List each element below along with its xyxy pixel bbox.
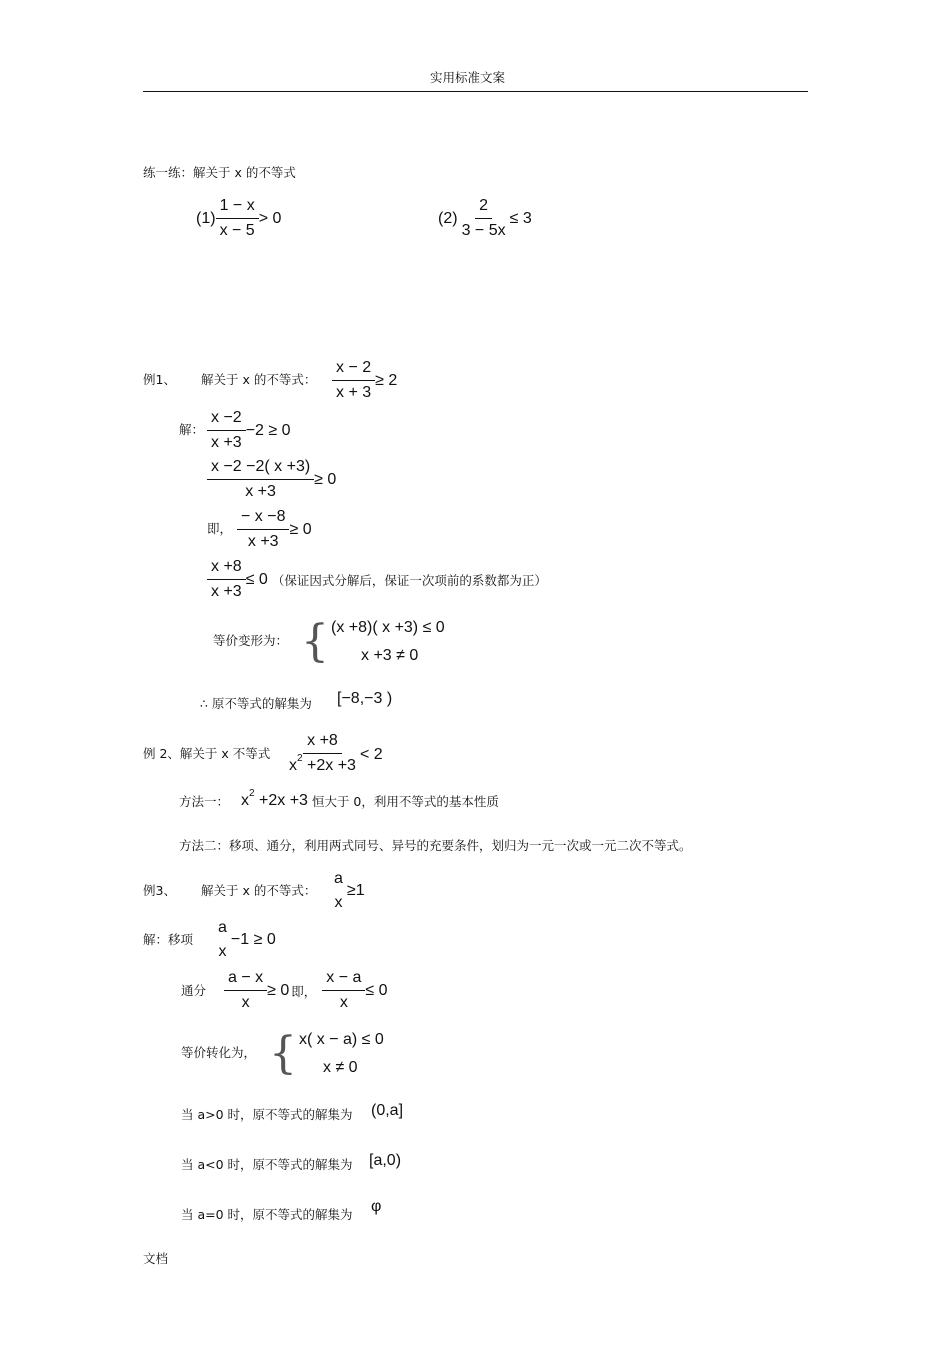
example-1-answer: [−8,−3 ) [337,690,393,707]
ex3-step-3-denominator: x [339,994,348,1011]
step-4-fraction [207,557,246,602]
example-3-step-1 [214,918,276,962]
example-1-solution-label: 解： [179,422,205,437]
step-4-tail: ≤ 0 [245,570,268,588]
problem-2-relation: ≤ 3 [509,209,532,227]
example-2-method-1 [179,788,499,810]
ex3-step-1-denominator: x [218,943,227,960]
case-1-answer: (0,a] [371,1102,404,1119]
example-2-den-rest: +2x +3 [302,757,356,774]
example-1-therefore: ∴ 原不等式的解集为 [200,696,312,711]
ex3-ji-label: 即， [291,984,317,999]
problem-2-denominator: 3 − 5x [461,222,506,239]
problem-2-fraction [458,196,510,241]
method-1-base: x [241,792,250,809]
example-1-question-denominator: x + 3 [336,384,372,401]
example-2-numerator: x +8 [303,731,342,754]
step-2-fraction [207,457,314,502]
example-3-solution-label: 解：移项 [143,932,194,947]
example-1-system [301,614,445,670]
ex3-system-line-1: x( x − a) ≤ 0 [299,1031,384,1048]
practice-problem-2 [438,196,532,241]
case-3-text: 当 a=0 时，原不等式的解集为 [181,1207,353,1222]
example-2-question [285,731,383,778]
ex3-step-3-numerator: x − a [322,968,365,991]
practice-problem-1 [196,196,281,241]
step-2-tail: ≥ 0 [314,470,337,488]
example-1-step-4 [207,557,547,602]
case-2-text: 当 a<0 时，原不等式的解集为 [181,1157,353,1172]
problem-1-denominator: x − 5 [219,222,255,239]
step-1-numerator: x −2 [207,408,246,431]
step-1-tail: −2 ≥ 0 [245,421,291,439]
step-3-denominator: x +3 [247,533,279,550]
example-3-question [330,869,365,913]
method-1-text: 恒大于 0，利用不等式的基本性质 [311,794,499,809]
problem-2-numerator: 2 [475,196,492,219]
ex3-step-2-tail: ≥ 0 [267,981,290,999]
example-3-question-relation: ≥1 [346,882,365,899]
ex3-step-1-tail: −1 ≥ 0 [230,931,276,948]
example-1-question [332,358,397,403]
example-1-equiv-label: 等价变形为： [213,633,289,648]
step-4-denominator: x +3 [211,583,242,600]
example-3-question-fraction [330,869,347,913]
example-3-system-lines [299,1026,384,1082]
method-1-exponent: 2 [249,788,255,799]
example-1-question-relation: ≥ 2 [375,371,398,389]
example-2-fraction [285,731,360,778]
step-2-numerator: x −2 −2( x +3) [207,457,314,480]
problem-2-label: (2) [438,209,458,227]
step-2-denominator: x +3 [245,483,276,500]
left-brace-icon: { [301,616,329,667]
example-3-system [269,1026,384,1082]
problem-1-fraction [216,196,259,241]
step-3-numerator: − x −8 [237,507,289,530]
example-1-step-1 [207,408,291,453]
example-3-statement: 解关于 x 的不等式： [201,883,317,898]
system-line-2: x +3 ≠ 0 [361,647,419,664]
example-1-step-2 [207,457,336,502]
header-rule [143,91,808,92]
example-3-step-2 [224,968,388,1013]
example-2-denominator [285,754,360,778]
case-3-answer: φ [371,1198,382,1215]
header-title: 实用标准文案 [430,70,506,85]
example-1-step-3-label: 即， [207,521,233,536]
step-3-fraction [237,507,289,552]
step-1-denominator: x +3 [211,434,242,451]
step-1-fraction [207,408,246,453]
example-2-relation: < 2 [359,745,383,763]
example-3-label: 例3、 [143,883,176,898]
problem-1-label: (1) [196,209,216,227]
method-1-rest: +2x +3 [254,792,308,809]
example-3-question-numerator: a [334,870,343,887]
left-brace-icon: { [269,1028,297,1079]
practice-intro: 练一练：解关于 x 的不等式 [143,165,296,180]
example-1-statement: 解关于 x 的不等式： [201,372,317,387]
problem-1-relation: > 0 [258,209,282,227]
case-2-answer: [a,0) [369,1152,402,1169]
example-2-label: 例 2、解关于 x 不等式 [143,746,271,761]
system-line-1: (x +8)( x +3) ≤ 0 [331,619,445,636]
step-3-tail: ≥ 0 [289,520,312,538]
example-1-question-numerator: x − 2 [332,358,375,381]
step-4-numerator: x +8 [207,557,246,580]
ex3-step-2-denominator: x [241,994,250,1011]
example-3-question-denominator: x [334,894,343,911]
method-1-label: 方法一： [179,794,230,809]
problem-1-numerator: 1 − x [216,196,259,219]
ex3-step-1-numerator: a [218,919,227,936]
example-2-den-exponent: 2 [297,753,303,764]
ex3-step-3-tail: ≤ 0 [365,981,388,999]
example-3-tongfen-label: 通分 [181,983,207,998]
method-1-expression [241,788,308,810]
example-3-equiv-label: 等价转化为， [181,1045,257,1060]
example-2-method-2: 方法二：移项、通分，利用两式同号、异号的充要条件，划归为一元一次或一元二次不等式。 [179,838,692,853]
example-1-question-fraction [332,358,375,403]
case-1-text: 当 a>0 时，原不等式的解集为 [181,1107,353,1122]
example-2-den-base: x [289,757,297,774]
example-1-system-lines [331,614,445,670]
step-4-note: （保证因式分解后，保证一次项前的系数都为正） [271,573,547,588]
ex3-step-2-numerator: a − x [224,968,267,991]
ex3-step-3-fraction [322,968,365,1013]
example-1-label: 例1、 [143,372,176,387]
ex3-step-2-fraction [224,968,267,1013]
ex3-step-1-fraction [214,918,231,962]
example-1-step-3 [237,507,312,552]
footer-text: 文档 [143,1251,169,1266]
ex3-system-line-2: x ≠ 0 [323,1059,358,1076]
